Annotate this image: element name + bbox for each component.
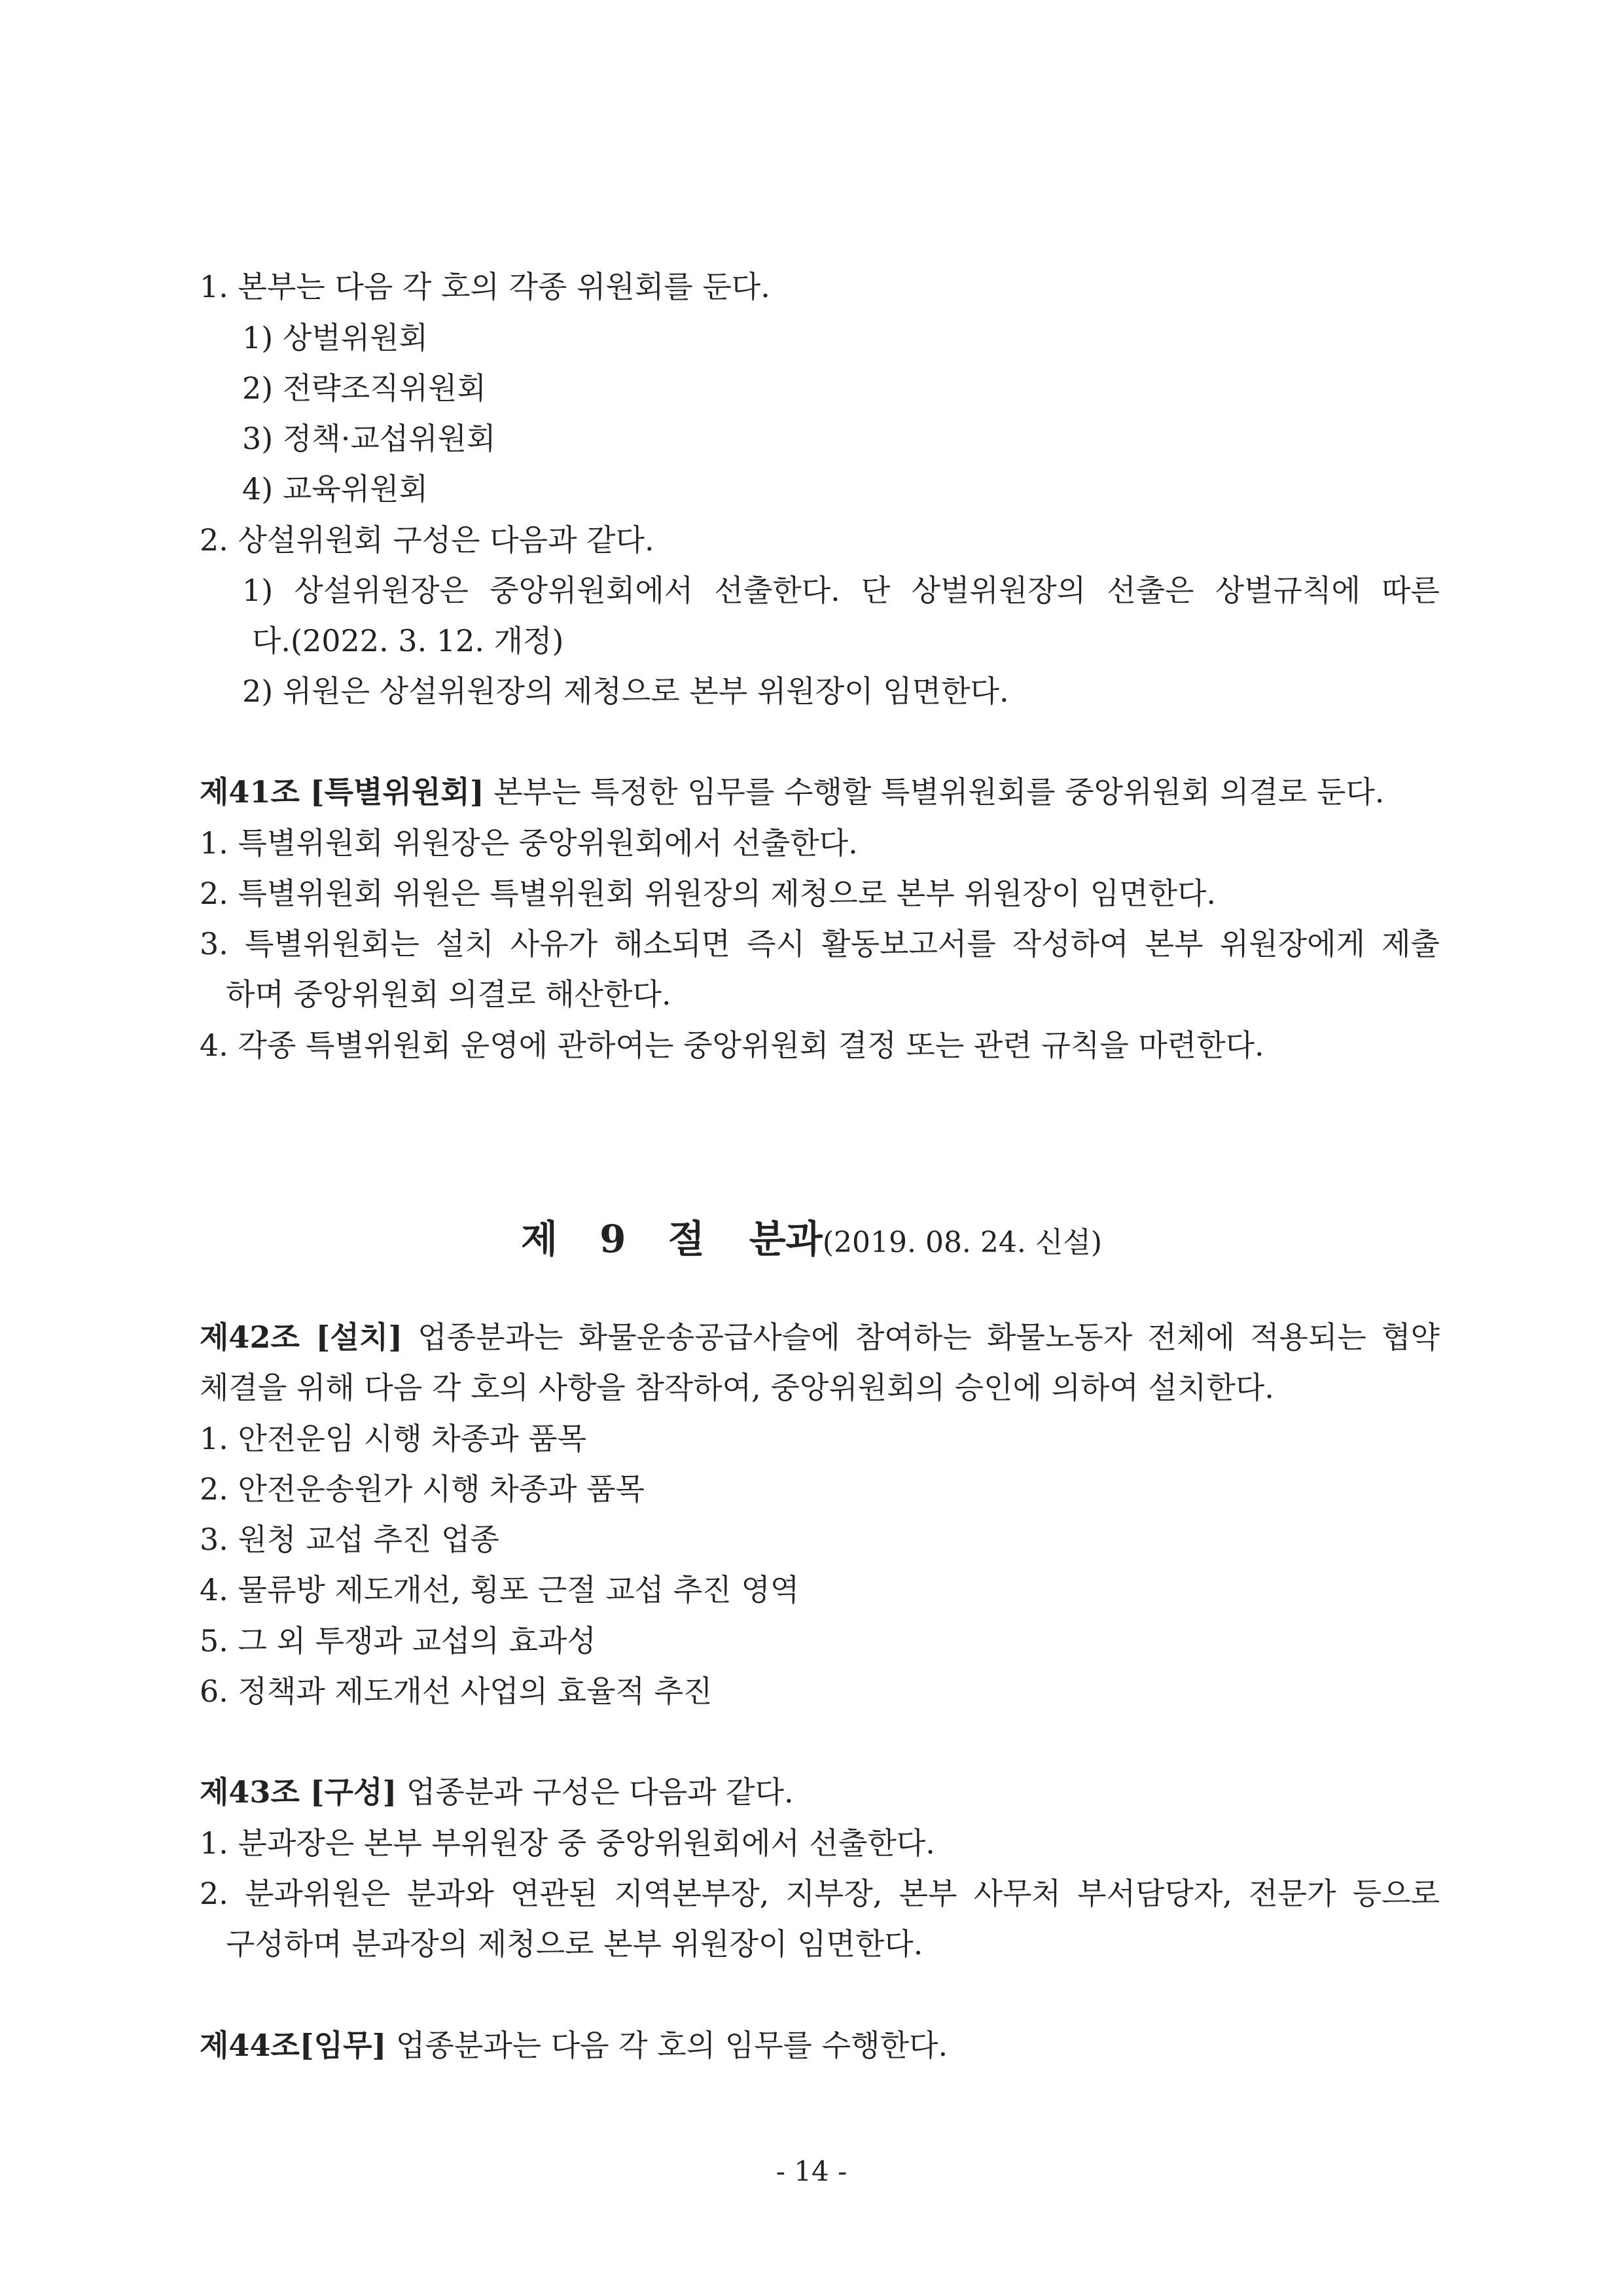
article40-subitem-4: 4) 교육위원회 bbox=[242, 471, 429, 507]
article40-item-1: 1. 본부는 다음 각 호의 각종 위원회를 둔다. bbox=[200, 269, 770, 304]
article43-item-1: 1. 분과장은 본부 부위원장 중 중앙위원회에서 선출한다. bbox=[200, 1825, 935, 1861]
article42-item-1: 1. 안전운임 시행 차종과 품목 bbox=[200, 1421, 587, 1456]
article41-heading: 제41조 [특별위원회] bbox=[200, 774, 484, 810]
article44-heading: 제44조[임무] bbox=[200, 2028, 387, 2063]
article40-item2-subitem-2: 2) 위원은 상설위원장의 제청으로 본부 위원장이 임면한다. bbox=[242, 673, 1009, 709]
article41-item-3-cont: 하며 중앙위원회 의결로 해산한다. bbox=[226, 977, 671, 1012]
article44-text: 업종분과는 다음 각 호의 임무를 수행한다. bbox=[386, 2028, 948, 2063]
article41-text: 본부는 특정한 임무를 수행할 특별위원회를 중앙위원회 의결로 둔다. bbox=[484, 774, 1385, 810]
article44-paragraph bbox=[200, 2026, 1440, 2065]
article42-item-2: 2. 안전운송원가 시행 차종과 품목 bbox=[200, 1471, 645, 1507]
article42-item-4: 4. 물류방 제도개선, 횡포 근절 교섭 추진 영역 bbox=[200, 1572, 800, 1607]
article41-item-1: 1. 특별위원회 위원장은 중앙위원회에서 선출한다. bbox=[200, 825, 858, 861]
article42-item-6: 6. 정책과 제도개선 사업의 효율적 추진 bbox=[200, 1674, 713, 1709]
article41-item-4: 4. 각종 특별위원회 운영에 관하여는 중앙위원회 결정 또는 관련 규칙을 마련한다. bbox=[200, 1028, 1264, 1063]
section-note: (2019. 08. 24. 신설) bbox=[822, 1226, 1103, 1259]
article40-subitem-2: 2) 전략조직위원회 bbox=[242, 370, 486, 406]
article40-subitem-3: 3) 정책·교섭위원회 bbox=[242, 421, 496, 456]
section-number: 제 9 절 bbox=[520, 1217, 719, 1261]
article43-item-2-cont: 구성하며 분과장의 제청으로 본부 위원장이 임면한다. bbox=[226, 1926, 923, 1962]
article41-item-3: 3. 특별위원회는 설치 사유가 해소되면 즉시 활동보고서를 작성하여 본부 위원장에게 제출 bbox=[200, 926, 1440, 961]
article41-item-2: 2. 특별위원회 위원은 특별위원회 위원장의 제청으로 본부 위원장이 임면한다. bbox=[200, 876, 1217, 911]
article42-text-cont: 체결을 위해 다음 각 호의 사항을 참작하여, 중앙위원회의 승인에 의하여 설치한다. bbox=[200, 1370, 1274, 1405]
article42-item-5: 5. 그 외 투쟁과 교섭의 효과성 bbox=[200, 1623, 596, 1659]
article42-paragraph bbox=[200, 1318, 1440, 1357]
article43-heading: 제43조 [구성] bbox=[200, 1774, 397, 1810]
article43-paragraph bbox=[200, 1772, 1440, 1812]
section-title bbox=[0, 1216, 1623, 1266]
section-name: 분과 bbox=[749, 1217, 823, 1261]
page-number: - 14 - bbox=[776, 2155, 847, 2187]
article43-item-2: 2. 분과위원은 분과와 연관된 지역본부장, 지부장, 본부 사무처 부서담당자, 전문가 등으로 bbox=[200, 1876, 1440, 1911]
article40-subitem-1: 1) 상벌위원회 bbox=[242, 320, 429, 355]
article40-item2-subitem-1-cont: 다.(2022. 3. 12. 개정) bbox=[252, 623, 564, 658]
article41-paragraph bbox=[200, 772, 1440, 812]
article40-item2-subitem-1: 1) 상설위원장은 중앙위원회에서 선출한다. 단 상벌위원장의 선출은 상벌규칙에 따른 bbox=[242, 573, 1440, 608]
article43-text: 업종분과 구성은 다음과 같다. bbox=[397, 1774, 794, 1810]
article42-text: 업종분과는 화물운송공급사슬에 참여하는 화물노동자 전체에 적용되는 협약 bbox=[402, 1319, 1440, 1355]
article40-item-2: 2. 상설위원회 구성은 다음과 같다. bbox=[200, 522, 654, 558]
article42-item-3: 3. 원청 교섭 추진 업종 bbox=[200, 1522, 499, 1557]
article42-heading: 제42조 [설치] bbox=[200, 1319, 402, 1355]
